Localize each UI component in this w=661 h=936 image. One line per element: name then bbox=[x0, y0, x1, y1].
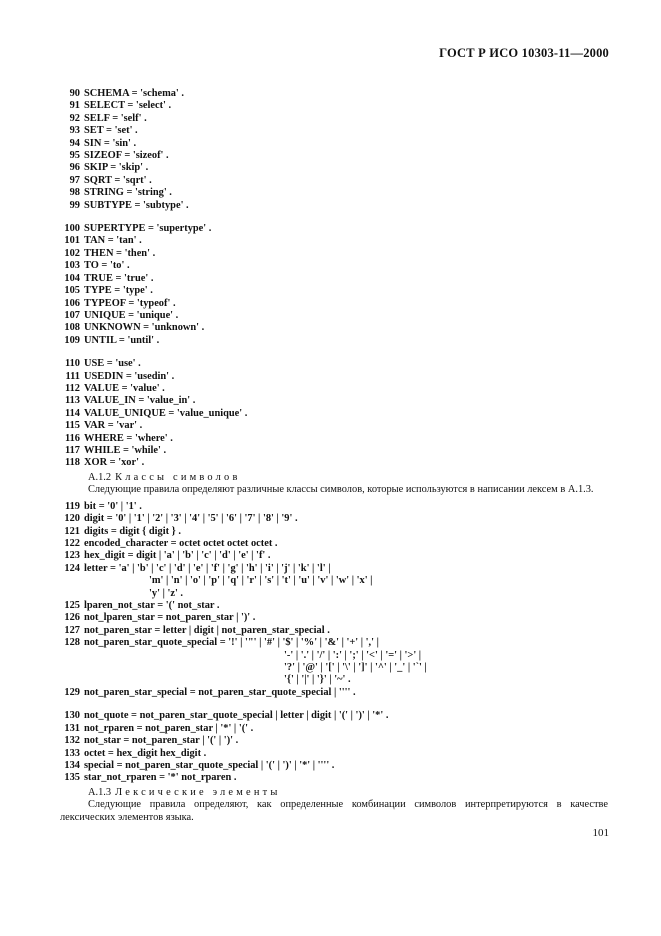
rule-line: 124 letter = 'a' | 'b' | 'c' | 'd' | 'e' | 'f' | 'g' | 'h' | 'i' | 'j' | 'k' | 'l' | bbox=[64, 562, 331, 574]
rule-line: 135 star_not_rparen = '*' not_rparen . bbox=[64, 772, 237, 784]
rule-line: 123 hex_digit = digit | 'a' | 'b' | 'c' | 'd' | 'e' | 'f' . bbox=[64, 550, 271, 562]
rule-line: 121 digits = digit { digit } . bbox=[64, 525, 181, 537]
rule-line: 112 VALUE = 'value' . bbox=[64, 382, 165, 394]
rule-line: 118 XOR = 'xor' . bbox=[64, 457, 145, 469]
rule-line: 93 SET = 'set' . bbox=[69, 125, 138, 137]
rule-line: 104 TRUE = 'true' . bbox=[64, 272, 154, 284]
spacer bbox=[60, 212, 608, 223]
rule-line: 122 encoded_character = octet octet octet octet . bbox=[64, 538, 278, 549]
rules-block-100-109 bbox=[60, 223, 608, 347]
rule-line: 128 not_paren_star_quote_special = '!' | '"' | '#' | '$' | '%' | '&' | '+' | ',' | bbox=[64, 637, 379, 649]
rules-block-90-99 bbox=[60, 88, 608, 212]
rule-line: 99 SUBTYPE = 'subtype' . bbox=[69, 199, 189, 211]
spacer bbox=[60, 699, 608, 710]
rule-line: 116 WHERE = 'where' . bbox=[64, 432, 173, 444]
rule-line: 111 USEDIN = 'usedin' . bbox=[65, 370, 175, 382]
rule-line: 113 VALUE_IN = 'value_in' . bbox=[64, 395, 196, 407]
rule-line: 110 USE = 'use' . bbox=[64, 358, 141, 370]
rule-line: 94 SIN = 'sin' . bbox=[69, 137, 137, 149]
rule-continuation: 'y' | 'z' . bbox=[149, 587, 184, 599]
rule-line: 100 SUPERTYPE = 'supertype' . bbox=[64, 223, 212, 235]
section-paragraph-a12: Следующие правила определяют различные классы символов, которые используются в написании лексем в А.1.3. bbox=[88, 484, 594, 496]
rule-line: 117 WHILE = 'while' . bbox=[64, 444, 167, 456]
rule-continuation: '{' | '|' | '}' | '~' . bbox=[284, 674, 351, 686]
rules-block-119-129 bbox=[60, 501, 608, 700]
rule-line: 101 TAN = 'tan' . bbox=[64, 235, 142, 247]
rule-line: 96 SKIP = 'skip' . bbox=[69, 162, 149, 174]
rules-block-130-135 bbox=[60, 710, 608, 784]
rule-line: 132 not_star = not_paren_star | '(' | ')' . bbox=[64, 735, 239, 747]
rule-line: 102 THEN = 'then' . bbox=[64, 247, 156, 259]
rule-line: 109 UNTIL = 'until' . bbox=[64, 334, 160, 346]
document-body bbox=[60, 88, 608, 828]
document-header: ГОСТ Р ИСО 10303-11—2000 bbox=[439, 46, 609, 60]
rule-line: 115 VAR = 'var' . bbox=[64, 420, 143, 432]
section-paragraph-a13: Следующие правила определяют, как определенные комбинации символов интерпретируются в качестве лексических элементов языка. bbox=[60, 799, 608, 823]
rule-line: 92 SELF = 'self' . bbox=[69, 112, 147, 124]
rule-line: 98 STRING = 'string' . bbox=[69, 187, 172, 199]
rule-line: 105 TYPE = 'type' . bbox=[64, 285, 153, 297]
rule-line: 127 not_paren_star = letter | digit | not_paren_star_special . bbox=[64, 624, 330, 636]
rule-line: 90 SCHEMA = 'schema' . bbox=[69, 88, 185, 99]
rule-continuation: '?' | '@' | '[' | '\' | ']' | '^' | '_' | '`' | bbox=[284, 662, 427, 674]
rule-line: 131 not_rparen = not_paren_star | '*' | '(' . bbox=[64, 722, 254, 734]
rule-continuation: 'm' | 'n' | 'o' | 'p' | 'q' | 'r' | 's' | 't' | 'u' | 'v' | 'w' | 'x' | bbox=[149, 575, 373, 587]
rule-line: 106 TYPEOF = 'typeof' . bbox=[64, 297, 176, 309]
rule-line: 119 bit = '0' | '1' . bbox=[64, 500, 142, 512]
rule-line: 103 TO = 'to' . bbox=[64, 260, 130, 272]
section-heading-a13: А.1.3 Лексические элементы bbox=[88, 786, 281, 798]
rule-line: 130 not_quote = not_paren_star_quote_special | letter | digit | '(' | ')' | '*' . bbox=[64, 710, 389, 722]
rule-line: 108 UNKNOWN = 'unknown' . bbox=[64, 322, 205, 334]
rule-line: 129 not_paren_star_special = not_paren_star_quote_special | '''' . bbox=[64, 686, 356, 698]
page-number: 101 bbox=[592, 827, 609, 839]
rule-line: 134 special = not_paren_star_quote_special | '(' | ')' | '*' | '''' . bbox=[64, 759, 335, 771]
rule-line: 126 not_lparen_star = not_paren_star | ')' . bbox=[64, 612, 256, 624]
spacer bbox=[60, 347, 608, 358]
rule-line: 120 digit = '0' | '1' | '2' | '3' | '4' | '5' | '6' | '7' | '8' | '9' . bbox=[64, 513, 298, 525]
rule-line: 114 VALUE_UNIQUE = 'value_unique' . bbox=[64, 407, 248, 419]
rule-line: 97 SQRT = 'sqrt' . bbox=[69, 174, 152, 186]
section-heading-a12: A.1.2 Классы символов bbox=[88, 471, 241, 483]
rule-line: 125 lparen_not_star = '(' not_star . bbox=[64, 600, 220, 612]
rule-line: 133 octet = hex_digit hex_digit . bbox=[64, 747, 207, 759]
rules-block-110-118 bbox=[60, 358, 608, 470]
rule-line: 91 SELECT = 'select' . bbox=[69, 100, 172, 112]
rule-line: 95 SIZEOF = 'sizeof' . bbox=[69, 150, 169, 162]
rule-continuation: '-' | '.' | '/' | ':' | ';' | '<' | '=' | '>' | bbox=[284, 649, 422, 661]
rule-line: 107 UNIQUE = 'unique' . bbox=[64, 309, 179, 321]
